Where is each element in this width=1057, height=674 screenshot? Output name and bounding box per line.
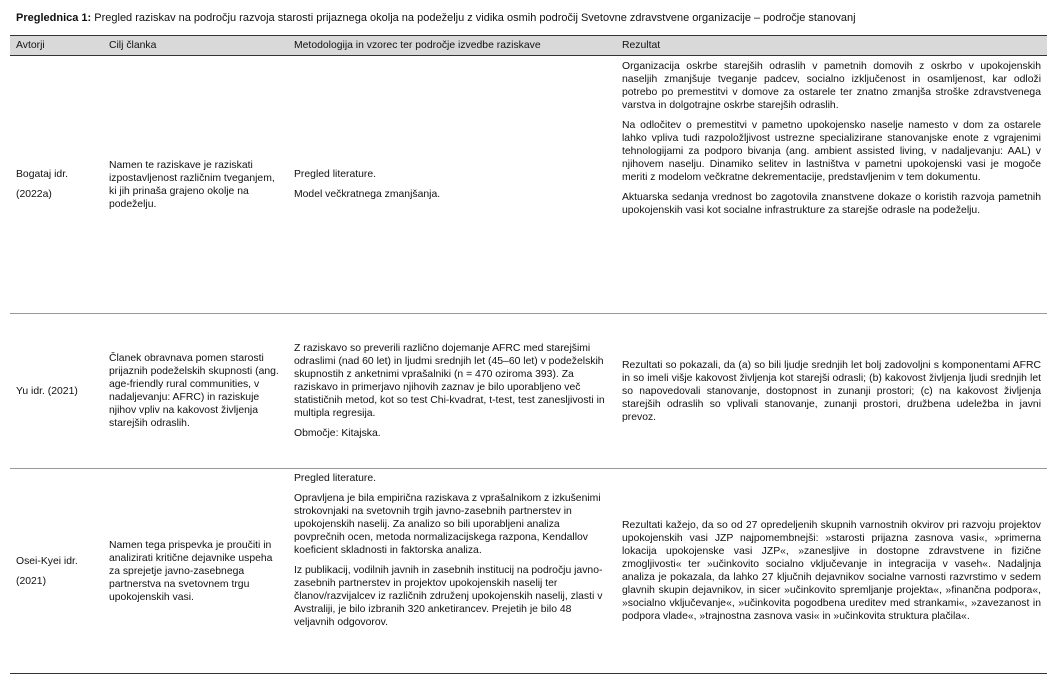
result-paragraph: Na odločitev o premestitvi v pametno upokojensko naselje namesto v dom za ostarele lahko vpliva tudi razpoložljivost ustrezne specializirane stanovanjske enote z vgrajenimi tehnologijami za podporo bivanja (ang. ambient assisted living, v nadaljevanju: AAL) v njihovem naselju. Dinamiko selitev in lastništva v pametni upokojenski vasi je mogoče meriti z modelom večkratne dekrementacije, predstavljenim v tem dokumentu.	[622, 120, 1041, 183]
method-paragraph: Območje: Kitajska.	[294, 428, 381, 439]
author-cell	[10, 56, 103, 314]
author-line: (2022a)	[16, 189, 52, 200]
author-line: Osei-Kyei idr.	[16, 555, 78, 567]
result-cell	[616, 469, 1047, 674]
method-paragraph: Model večkratnega zmanjšanja.	[294, 189, 441, 200]
table-row	[10, 56, 1047, 314]
review-table	[10, 35, 1047, 674]
header-method: Metodologija in vzorec ter področje izvedbe raziskave	[288, 36, 616, 56]
result-cell	[616, 56, 1047, 314]
result-paragraph: Aktuarska sedanja vrednost bo zagotovila znanstvene dokaze o koristih razvoja pametnih upokojenskih vasi kot socialne infrastrukture za starejše odrasle na podeželju.	[622, 192, 1041, 216]
goal-cell	[103, 469, 288, 674]
caption-label: Preglednica 1:	[16, 12, 92, 24]
goal-text: Namen te raziskave je raziskati izpostavljenost različnim tveganjem, ki jih prinaša grajeno okolje na podeželju.	[109, 159, 275, 210]
header-goal: Cilj članka	[103, 36, 288, 56]
header-result: Rezultat	[616, 36, 1047, 56]
table-header-row	[10, 36, 1047, 56]
table-row	[10, 314, 1047, 469]
method-paragraph: Pregled literature.	[294, 169, 377, 180]
result-paragraph: Rezultati kažejo, da so od 27 opredeljenih skupnih varnostnih okvirov pri razvoju projektov upokojenskih vasi JZP najpomembnejši: »starosti prijazna zasnova vasi«, »primerna lokacija upokojenske vasi JZP«, »zanesljive in dostopne zdravstvene in fizične zmogljivosti« ter »učinkovito socialno vključevanje in integracija v vaseh«. Nadaljnja analiza je pokazala, da lahko 27 ključnih dejavnikov socialne varnosti razvrstimo v sedem glavnih skupin dejavnikov, in sicer »učinkovito spremljanje projekta«, »finančna podpora«, »socialno vključevanje«, »učinkovita pogodbena ureditev med strankami«, »zavezanost in podpora vlade«, »trajnostna zasnova vasi« in »učinkovita struktura plačila«.	[622, 520, 1041, 622]
method-paragraph: Iz publikacij, vodilnih javnih in zasebnih institucij na področju javno-zasebnih partnerstev in projektov upokojenskih naselij ter članov/razvijalcev iz različnih združenj upokojenskih naselij, zlasti v Avstraliji, je bilo izbranih 320 anketirancev. Prejetih je bilo 48 veljavnih odgovorov.	[294, 565, 603, 628]
method-cell	[288, 314, 616, 469]
author-line: Yu idr. (2021)	[16, 385, 78, 397]
goal-text: Članek obravnava pomen starosti prijaznih podeželskih skupnosti (ang. age-friendly rural communities, v nadaljevanju: AFRC) in raziskuje njihov vpliv na kakovost življenja starejših odraslih.	[109, 353, 279, 429]
goal-cell	[103, 56, 288, 314]
author-line: Bogataj idr.	[16, 169, 68, 180]
result-paragraph: Organizacija oskrbe starejših odraslih v pametnih domovih z oskrbo v upokojenskih naseljih zmanjšuje tveganje padcev, socialno izključenost in osamljenost, kar odloži potrebo po premestitvi v domove za ostarele ter znatno zmanjša stroške zdravstvenega varstva in dolgotrajne oskrbe starejših odraslih.	[622, 61, 1041, 111]
method-paragraph: Opravljena je bila empirična raziskava z vprašalnikom z izkušenimi strokovnjaki na svetovnih trgih javno-zasebnih partnerstev in upokojenskih naselij. Za analizo so bili uporabljeni analiza povprečnih ocen, metoda normalizacijskega razpona, Kendallov koeficient skladnosti in faktorska analiza.	[294, 493, 601, 556]
method-cell	[288, 56, 616, 314]
method-paragraph: Z raziskavo so preverili različno dojemanje AFRC med starejšimi odraslimi (nad 60 let) in ljudmi srednjih let (45–60 let) v podeželskih skupnostih z anketnimi vprašalniki (n = 470 oziroma 393). Za raziskavo in primerjavo njihovih zaznav je bilo uporabljeno več statističnih metod, kot so test Chi-kvadrat, t-test, test zanesljivosti in multipla regresija.	[294, 343, 605, 419]
result-cell	[616, 314, 1047, 469]
author-cell	[10, 314, 103, 469]
author-line: (2021)	[16, 575, 47, 587]
method-paragraph: Pregled literature.	[294, 473, 377, 484]
goal-text: Namen tega prispevka je proučiti in analizirati kritične dejavnike uspeha za sprejetje javno-zasebnega partnerstva na svetovnem trgu upokojenskih vasi.	[109, 539, 273, 603]
author-cell	[10, 469, 103, 674]
caption-text: Pregled raziskav na področju razvoja starosti prijaznega okolja na podeželju z vidika osmih področij Svetovne zdravstvene organizacije – področje stanovanj	[91, 12, 856, 24]
header-authors: Avtorji	[10, 36, 103, 56]
method-cell	[288, 469, 616, 674]
result-paragraph: Rezultati so pokazali, da (a) so bili ljudje srednjih let bolj zadovoljni s komponentami AFRC in so imeli višje kakovost življenja kot starejši odrasli; (b) kakovost življenja ljudi srednjih let so napovedovali stanovanje, dostopnost in zunanji prostori; (c) na kakovost življenja starejših odraslih so vplivali stanovanje, zunanji prostori, družbena udeležba in javni prevoz.	[622, 359, 1041, 423]
goal-cell	[103, 314, 288, 469]
table-row	[10, 469, 1047, 674]
table-caption	[16, 11, 1047, 25]
